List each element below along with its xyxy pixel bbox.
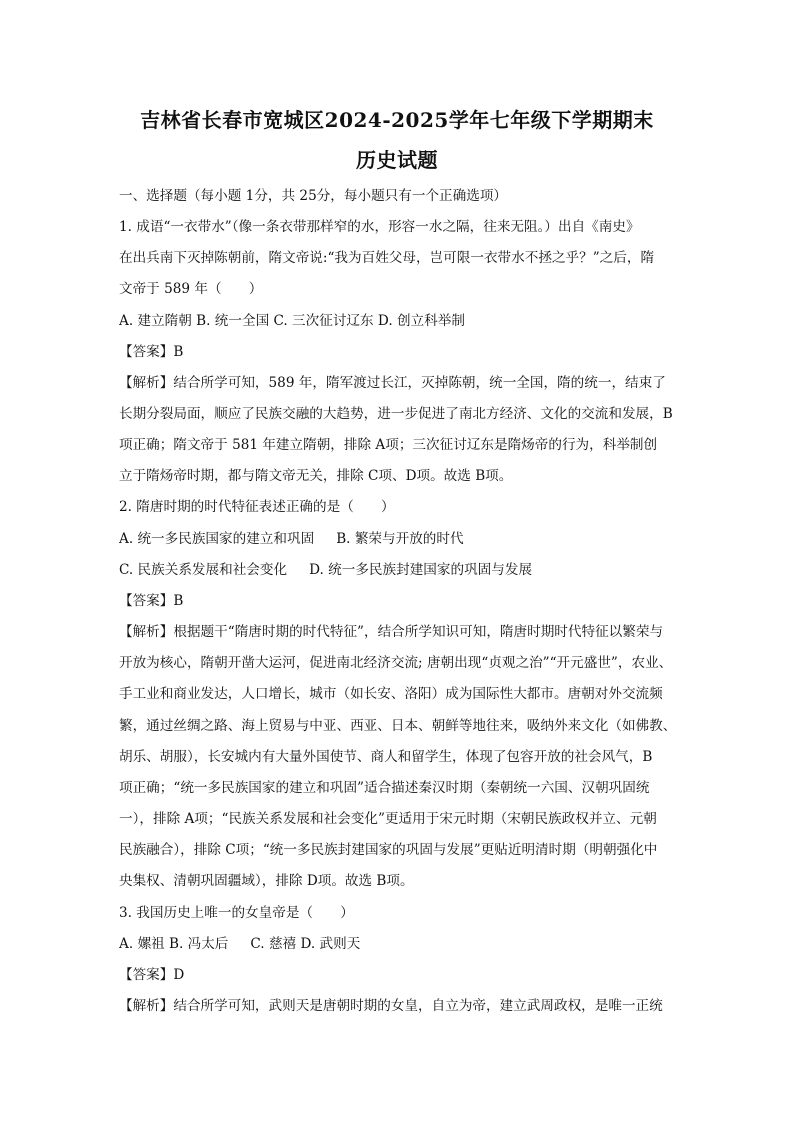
q1-stem-line-2: 在出兵南下灭掉陈朝前，隋文帝说:“我为百姓父母，岂可限一衣带水不拯之乎？”之后，隋 <box>119 250 655 266</box>
q2-analysis-line-3: 手工业和商业发达，人口增长，城市（如长安、洛阳）成为国际性大都市。唐朝对外交流频 <box>119 686 663 702</box>
q2-answer: 【答案】B <box>119 593 184 609</box>
q3-answer: 【答案】D <box>119 967 185 983</box>
q2-analysis-line-5: 胡乐、胡服），长安城内有大量外国使节、商人和留学生，体现了包容开放的社会风气，B <box>119 749 653 765</box>
q2-analysis-line-1: 【解析】根据题干“隋唐时期的时代特征”，结合所学知识可知，隋唐时期时代特征以繁荣与 <box>119 624 664 640</box>
q3-option-ab: A. 嫘祖 B. 冯太后 <box>119 936 229 952</box>
q2-analysis-line-6: 项正确；“统一多民族国家的建立和巩固”适合描述秦汉时期（秦朝统一六国、汉朝巩固统 <box>119 780 650 796</box>
q1-analysis-line-4: 立于隋炀帝时期，都与隋文帝无关，排除 C项、D项。故选 B项。 <box>119 468 513 484</box>
q2-analysis-line-9: 央集权、清朝巩固疆域），排除 D项。故选 B项。 <box>119 873 414 889</box>
q2-options-row-2 <box>119 560 679 580</box>
q1-stem-line-1: 1. 成语“一衣带水”（像一条衣带那样窄的水，形容一水之隔，往来无阻。）出自《南史》 <box>119 219 640 235</box>
section-heading: 一、选择题（每小题 1分，共 25分，每小题只有一个正确选项） <box>119 188 508 204</box>
q1-options: A. 建立隋朝 B. 统一全国 C. 三次征讨辽东 D. 创立科举制 <box>119 313 465 329</box>
q2-analysis-line-7: 一），排除 A项；“民族关系发展和社会变化”更适用于宋元时期（宋朝民族政权并立、元朝 <box>119 811 657 827</box>
document-subtitle: 历史试题 <box>356 148 438 172</box>
document-title: 吉林省长春市宽城区2024-2025学年七年级下学期期末 <box>140 108 654 132</box>
q2-options-row-1 <box>119 529 679 549</box>
q1-answer: 【答案】B <box>119 344 184 360</box>
q1-analysis-line-1: 【解析】结合所学可知，589 年，隋军渡过长江，灭掉陈朝，统一全国，隋的统一，结束了 <box>119 375 666 391</box>
q1-analysis-line-2: 长期分裂局面，顺应了民族交融的大趋势，进一步促进了南北方经济、文化的交流和发展，B <box>119 406 673 422</box>
q3-option-cd: C. 慈禧 D. 武则天 <box>250 936 361 952</box>
q3-options <box>119 934 679 954</box>
q2-analysis-line-8: 民族融合），排除 C项；“统一多民族封建国家的巩固与发展”更贴近明清时期（明朝强化中 <box>119 842 658 858</box>
q2-stem: 2. 隋唐时期的时代特征表述正确的是（ ） <box>119 499 395 515</box>
q2-option-d: D. 统一多民族封建国家的巩固与发展 <box>309 562 533 578</box>
q2-option-c: C. 民族关系发展和社会变化 <box>119 562 288 578</box>
q1-analysis-line-3: 项正确；隋文帝于 581 年建立隋朝，排除 A项；三次征讨辽东是隋炀帝的行为，科举制创 <box>119 437 658 453</box>
q2-analysis-line-2: 开放为核心，隋朝开凿大运河，促进南北经济交流; 唐朝出现“贞观之治”“开元盛世”，农业、 <box>119 655 673 671</box>
q1-stem-line-3: 文帝于 589 年（ ） <box>119 281 263 297</box>
q2-option-b: B. 繁荣与开放的时代 <box>336 531 464 547</box>
q2-option-a: A. 统一多民族国家的建立和巩固 <box>119 531 315 547</box>
q3-analysis-line-1: 【解析】结合所学可知，武则天是唐朝时期的女皇，自立为帝，建立武周政权，是唯一正统 <box>119 998 663 1014</box>
q2-analysis-line-4: 繁，通过丝绸之路、海上贸易与中亚、西亚、日本、朝鲜等地往来，吸纳外来文化（如佛教、 <box>119 718 677 734</box>
q3-stem: 3. 我国历史上唯一的女皇帝是（ ） <box>119 905 354 921</box>
